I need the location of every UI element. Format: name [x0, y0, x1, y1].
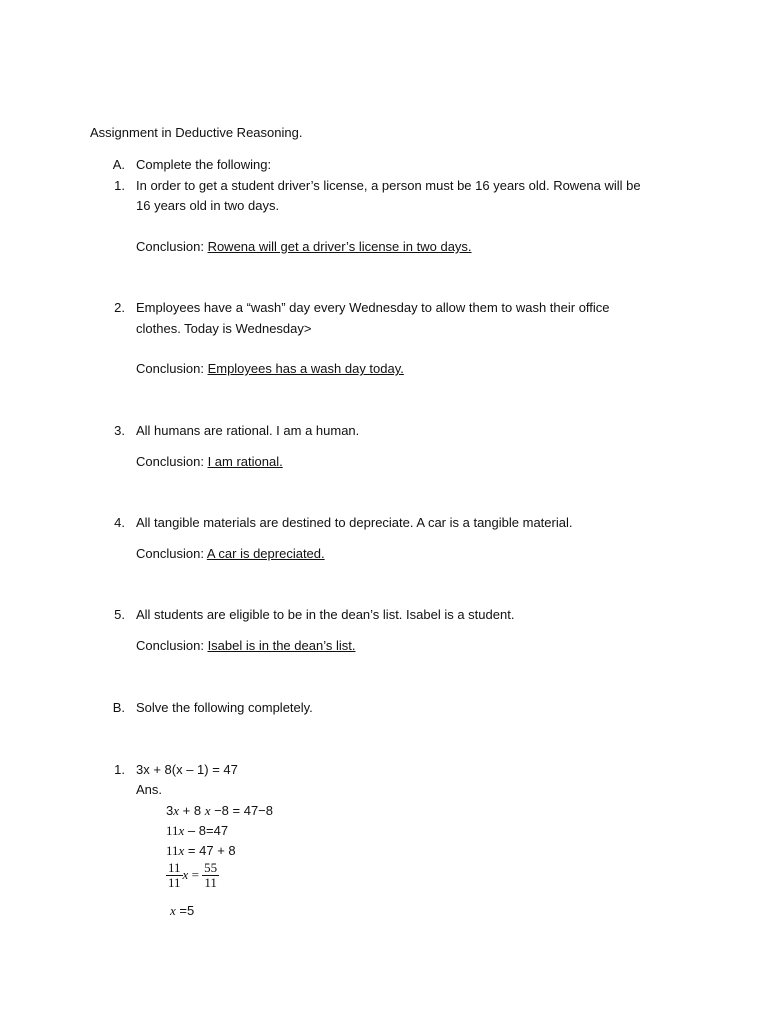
variable-x: x	[178, 843, 185, 858]
item-5-conclusion-text: Isabel is in the dean’s list.	[207, 638, 356, 653]
fraction-right	[202, 861, 219, 891]
item-2-premise-line1: Employees have a “wash” day every Wednesday to allow them to wash their office	[136, 300, 610, 315]
step-2-coef: 11	[166, 823, 179, 838]
item-1-premise-line1: In order to get a student driver’s license, a person must be 16 years old. Rowena will be	[136, 178, 641, 193]
final-answer: =5	[175, 903, 195, 918]
solution-step-5	[170, 903, 194, 919]
fraction-left	[166, 861, 183, 891]
variable-x: x	[204, 803, 211, 818]
section-a-label: A.	[112, 157, 125, 172]
fraction-right-numerator: 55	[204, 860, 218, 875]
step-3-coef: 11	[166, 843, 179, 858]
conclusion-label: Conclusion:	[136, 546, 204, 561]
conclusion-label: Conclusion:	[136, 239, 204, 254]
step-3-rest: = 47 + 8	[184, 843, 236, 858]
item-2-number: 2.	[114, 300, 125, 315]
answer-label: Ans.	[136, 782, 163, 797]
variable-x: x	[178, 823, 185, 838]
step-1-coef: 3	[166, 803, 174, 818]
item-2-conclusion	[136, 361, 404, 377]
problem-1-number: 1.	[114, 762, 125, 777]
solution-step-1	[166, 803, 273, 819]
step-1-rest: −8 = 47−8	[210, 803, 273, 818]
item-1-conclusion	[136, 239, 472, 255]
item-4-conclusion	[136, 546, 325, 562]
step-2-rest: – 8=47	[184, 823, 229, 838]
solution-step-3	[166, 843, 236, 859]
item-1-number: 1.	[114, 178, 125, 193]
step-1-plus8: + 8	[179, 803, 205, 818]
item-1-conclusion-text: Rowena will get a driver’s license in two days.	[207, 239, 472, 254]
variable-x: x	[173, 803, 180, 818]
item-1-premise-line2: 16 years old in two days.	[136, 198, 280, 213]
document-title: Assignment in Deductive Reasoning.	[90, 125, 303, 140]
equals-sign: =	[188, 866, 203, 882]
item-4-premise: All tangible materials are destined to depreciate. A car is a tangible material.	[136, 515, 573, 530]
item-2-conclusion-text: Employees has a wash day today.	[207, 361, 404, 376]
solution-step-2	[166, 823, 228, 839]
problem-1-equation: 3x + 8(x – 1) = 47	[136, 762, 238, 777]
item-2-premise-line2: clothes. Today is Wednesday>	[136, 321, 312, 336]
section-a-heading: Complete the following:	[136, 157, 272, 172]
item-3-premise: All humans are rational. I am a human.	[136, 423, 360, 438]
variable-x: x	[182, 866, 189, 882]
fraction-left-numerator: 11	[168, 860, 181, 875]
item-3-conclusion	[136, 454, 283, 470]
item-5-conclusion	[136, 638, 355, 654]
conclusion-label: Conclusion:	[136, 638, 204, 653]
item-5-premise: All students are eligible to be in the dean’s list. Isabel is a student.	[136, 607, 515, 622]
solution-step-4	[166, 861, 219, 891]
fraction-right-denominator: 11	[204, 875, 217, 891]
fraction-left-denominator: 11	[168, 875, 181, 891]
conclusion-label: Conclusion:	[136, 361, 204, 376]
item-5-number: 5.	[114, 607, 125, 622]
section-b-heading: Solve the following completely.	[136, 700, 313, 715]
item-4-conclusion-text: A car is depreciated.	[206, 546, 325, 561]
section-b-label: B.	[112, 700, 125, 715]
item-3-conclusion-text: I am rational.	[207, 454, 283, 469]
item-3-number: 3.	[114, 423, 125, 438]
item-4-number: 4.	[114, 515, 125, 530]
variable-x: x	[170, 903, 176, 918]
conclusion-label: Conclusion:	[136, 454, 204, 469]
